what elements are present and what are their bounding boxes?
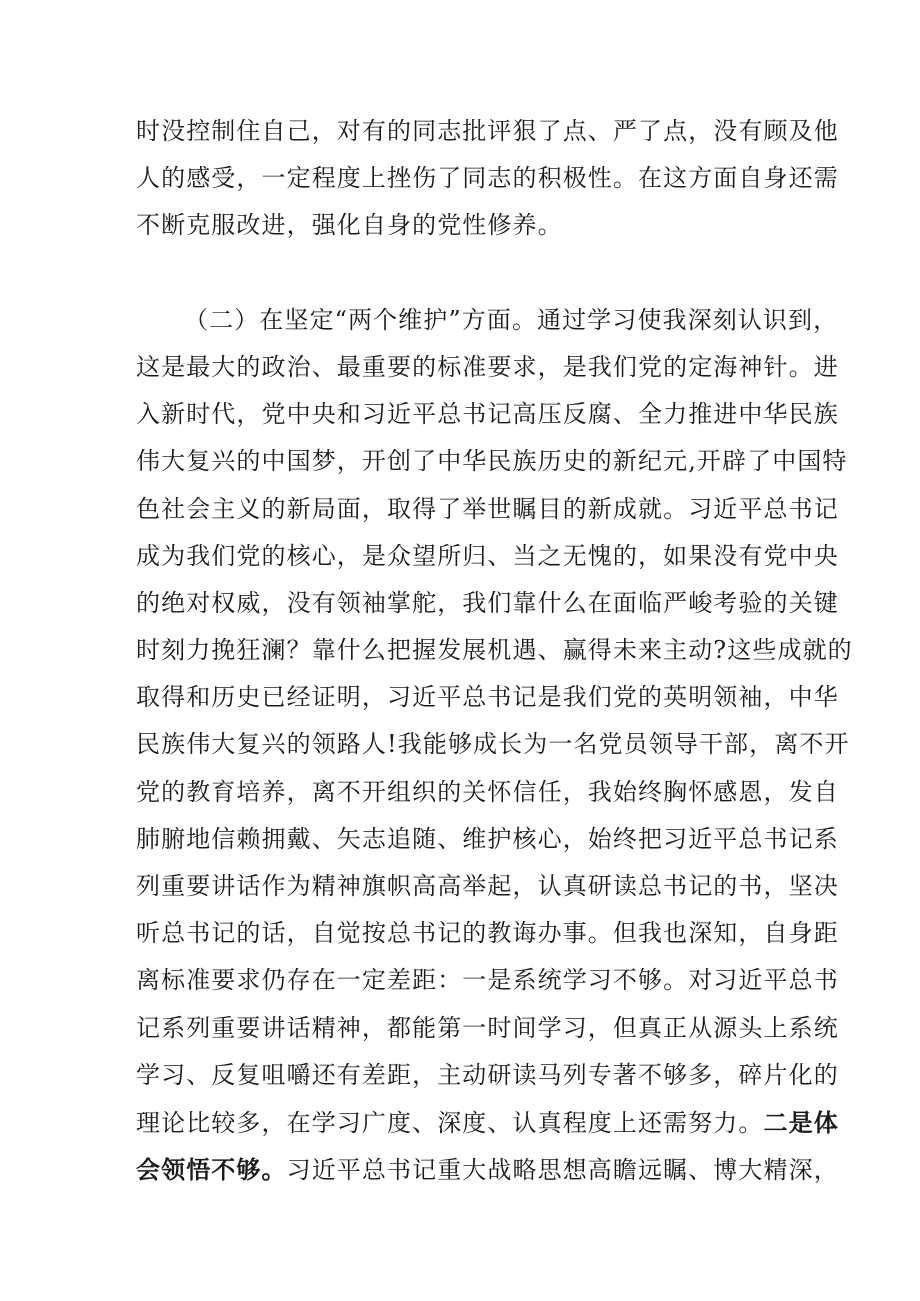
text-segment: 习近平总书记重大战略思想高瞻远瞩、博大精深，: [286, 1156, 839, 1185]
text-line: 伟大复兴的中国梦，开创了中华民族历史的新纪元,开辟了中国特: [136, 447, 848, 476]
document-body: [136, 108, 853, 1193]
text-line: 色社会主义的新局面，取得了举世瞩目的新成就。习近平总书记: [136, 494, 839, 523]
bold-heading-start: 二是体: [763, 1107, 839, 1137]
text-segment: 理论比较多，在学习广度、深度、认真程度上还需努力。: [136, 1108, 764, 1137]
text-line: 这是最大的政治、最重要的标准要求，是我们党的定海神针。进: [136, 352, 839, 381]
text-line: 取得和历史已经证明，习近平总书记是我们党的英明领袖，中华: [136, 683, 839, 712]
bold-heading-end: 会领悟不够。: [136, 1155, 287, 1185]
text-line: 列重要讲话作为精神旗帜高高举起，认真研读总书记的书，坚决: [136, 872, 839, 900]
text-line: 肺腑地信赖拥戴、矢志追随、维护核心，始终把习近平总书记系: [136, 824, 839, 853]
text-line: 不断克服改进，强化自身的党性修养。: [136, 211, 563, 240]
text-line: 记系列重要讲话精神，都能第一时间学习，但真正从源头上系统: [136, 1013, 839, 1042]
text-line: 成为我们党的核心，是众望所归、当之无愧的，如果没有党中央: [136, 541, 839, 570]
text-line: 学习、反复咀嚼还有差距，主动研读马列专著不够多，碎片化的: [136, 1060, 839, 1089]
text-line: 离标准要求仍存在一定差距：一是系统学习不够。对习近平总书: [136, 966, 839, 995]
text-line: 入新时代，党中央和习近平总书记高压反腐、全力推进中华民族: [136, 400, 839, 429]
text-line-with-bold: [136, 1146, 839, 1193]
text-line: 听总书记的话，自觉按总书记的教诲办事。但我也深知，自身距: [136, 919, 839, 948]
text-line: 人的感受，一定程度上挫伤了同志的积极性。在这方面自身还需: [136, 164, 839, 193]
paragraph-1: [136, 108, 839, 250]
text-line: 时没控制住自己，对有的同志批评狠了点、严了点，没有顾及他: [136, 117, 839, 145]
text-line: 党的教育培养，离不开组织的关怀信任，我始终胸怀感恩，发自: [136, 777, 839, 806]
text-line-with-bold: [136, 1099, 839, 1146]
paragraph-gap: [136, 250, 796, 297]
text-line: 民族伟大复兴的领路人!我能够成长为一名党员领导干部，离不开: [136, 730, 850, 759]
text-line: 的绝对权威，没有领袖掌舵，我们靠什么在面临严峻考验的关键: [136, 588, 839, 617]
paragraph-2: [136, 297, 853, 1194]
paragraph-heading-line: （二）在坚定“两个维护”方面。通过学习使我深刻认识到，: [184, 305, 839, 334]
text-line: 时刻力挽狂澜？靠什么把握发展机遇、赢得未来主动?这些成就的: [136, 636, 853, 665]
